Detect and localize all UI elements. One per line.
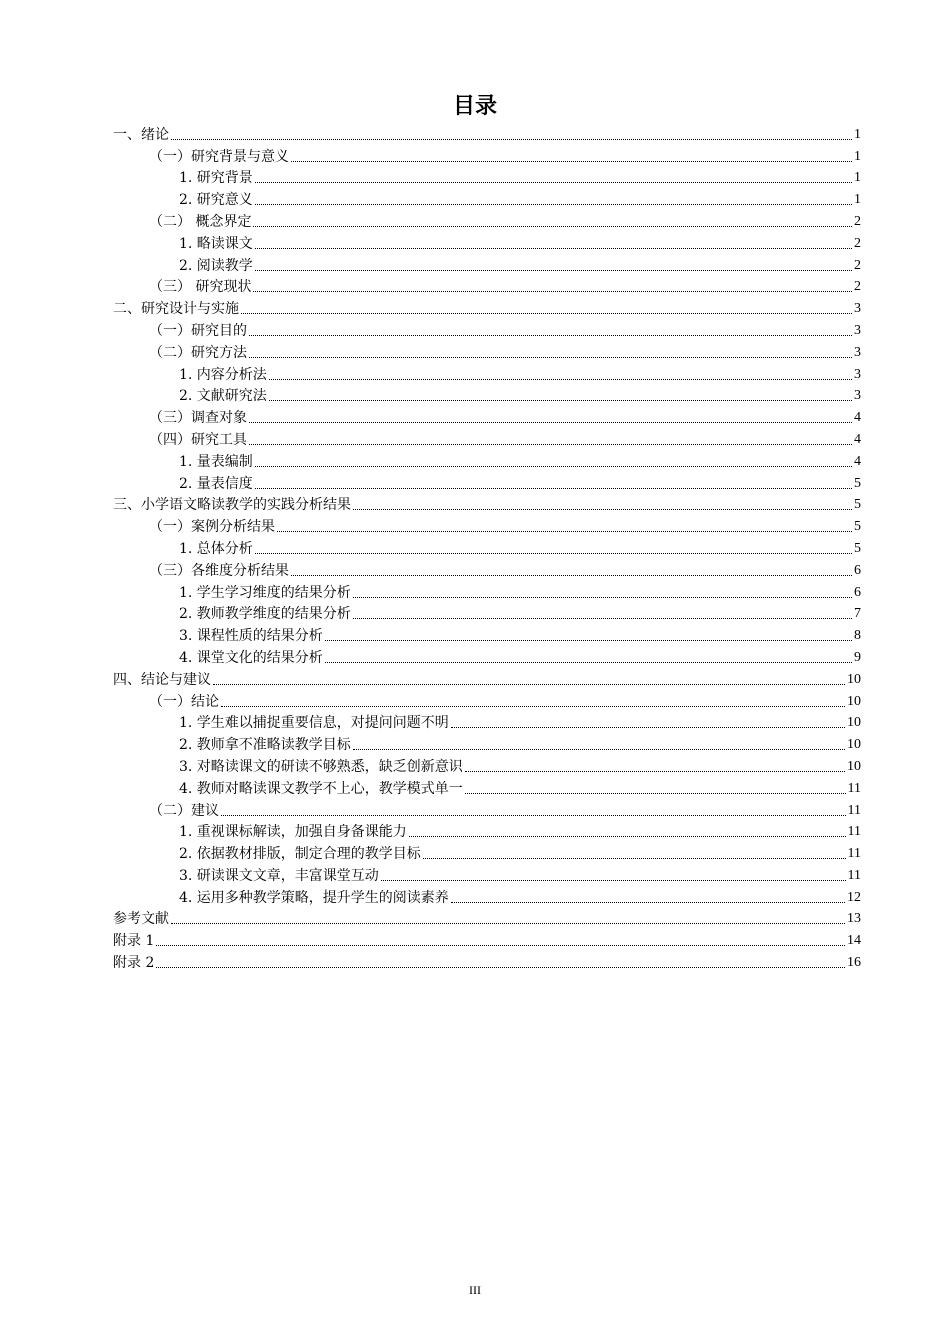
toc-entry-label: 附录 1 (113, 933, 155, 950)
dot-leader (353, 749, 845, 750)
toc-entry-page: 11 (847, 867, 861, 883)
dot-leader (451, 902, 845, 903)
dot-leader (451, 727, 845, 728)
toc-entry[interactable] (113, 667, 861, 689)
toc-entry[interactable] (113, 754, 861, 776)
toc-entry[interactable] (113, 493, 861, 515)
dot-leader (291, 161, 852, 162)
toc-title: 目录 (452, 94, 497, 119)
toc-entry-label: （二）研究方法 (149, 344, 247, 361)
toc-entry-page: 11 (847, 802, 861, 818)
toc-entry-page: 11 (847, 846, 861, 862)
dot-leader (409, 836, 846, 837)
toc-entry-page: 3 (854, 344, 861, 360)
dot-leader (171, 139, 852, 140)
table-of-contents (113, 122, 861, 972)
page-number: III (469, 1283, 481, 1297)
toc-entry[interactable] (113, 580, 861, 602)
toc-entry-page: 2 (854, 235, 861, 251)
toc-entry-page: 2 (854, 279, 861, 295)
dot-leader (171, 923, 845, 924)
toc-entry[interactable] (113, 711, 861, 733)
dot-leader (353, 509, 852, 510)
dot-leader (255, 466, 852, 467)
toc-entry-label: （三） 研究现状 (149, 279, 252, 296)
dot-leader (253, 291, 852, 292)
toc-entry[interactable] (113, 928, 861, 950)
dot-leader (255, 270, 852, 271)
dot-leader (353, 597, 852, 598)
toc-entry-page: 5 (854, 519, 861, 535)
toc-entry-page: 4 (854, 431, 861, 447)
dot-leader (423, 858, 846, 859)
toc-entry-page: 8 (854, 628, 861, 644)
toc-entry[interactable] (113, 514, 861, 536)
toc-entry-page: 3 (854, 322, 861, 338)
toc-entry-page: 6 (854, 584, 861, 600)
toc-entry-page: 5 (854, 497, 861, 513)
toc-entry[interactable] (113, 471, 861, 493)
toc-entry-label: 1. 研究背景 (179, 170, 253, 187)
toc-entry-page: 16 (847, 955, 861, 971)
toc-entry[interactable] (113, 536, 861, 558)
toc-entry-page: 1 (854, 148, 861, 164)
dot-leader (255, 182, 852, 183)
toc-entry-page: 11 (847, 780, 861, 796)
dot-leader (221, 706, 845, 707)
toc-entry[interactable] (113, 907, 861, 929)
toc-entry-page: 5 (854, 475, 861, 491)
dot-leader (241, 313, 852, 314)
dot-leader (291, 575, 852, 576)
toc-entry-page: 6 (854, 562, 861, 578)
toc-entry-page: 10 (847, 671, 861, 687)
toc-entry[interactable] (113, 689, 861, 711)
toc-entry[interactable] (113, 318, 861, 340)
toc-entry[interactable] (113, 231, 861, 253)
dot-leader (249, 444, 852, 445)
dot-leader (221, 815, 846, 816)
toc-entry-page: 9 (854, 649, 861, 665)
toc-entry-label: 4. 教师对略读课文教学不上心，教学模式单一 (179, 780, 463, 797)
toc-entry[interactable] (113, 623, 861, 645)
toc-entry-page: 1 (854, 170, 861, 186)
toc-entry-page: 13 (847, 911, 861, 927)
toc-entry[interactable] (113, 209, 861, 231)
toc-entry-label: （一）结论 (149, 693, 219, 710)
dot-leader (269, 379, 852, 380)
toc-entry-label: 4. 课堂文化的结果分析 (179, 649, 323, 666)
dot-leader (249, 422, 852, 423)
toc-entry[interactable] (113, 122, 861, 144)
toc-entry-page: 3 (854, 366, 861, 382)
toc-entry-page: 2 (854, 213, 861, 229)
toc-entry[interactable] (113, 187, 861, 209)
toc-entry-page: 4 (854, 453, 861, 469)
toc-entry[interactable] (113, 296, 861, 318)
toc-entry-label: 1. 量表编制 (179, 453, 253, 470)
toc-entry[interactable] (113, 340, 861, 362)
toc-entry-page: 3 (854, 301, 861, 317)
toc-entry-page: 1 (854, 126, 861, 142)
dot-leader (381, 880, 846, 881)
toc-entry[interactable] (113, 841, 861, 863)
toc-entry-label: 2. 教师教学维度的结果分析 (179, 606, 351, 623)
toc-entry[interactable] (113, 449, 861, 471)
toc-entry-page: 1 (854, 192, 861, 208)
toc-entry-label: 三、小学语文略读教学的实践分析结果 (113, 497, 351, 514)
toc-entry[interactable] (113, 144, 861, 166)
toc-entry-page: 11 (847, 824, 861, 840)
toc-entry-label: 3. 研读课文文章，丰富课堂互动 (179, 867, 379, 884)
toc-entry-label: 附录 2 (113, 955, 155, 972)
toc-entry-label: 2. 阅读教学 (179, 257, 253, 274)
toc-entry-page: 10 (847, 715, 861, 731)
toc-entry[interactable] (113, 776, 861, 798)
dot-leader (156, 945, 845, 946)
toc-entry-label: 1. 内容分析法 (179, 366, 267, 383)
toc-entry-label: 1. 学生学习维度的结果分析 (179, 584, 351, 601)
dot-leader (255, 248, 852, 249)
toc-entry-page: 10 (847, 693, 861, 709)
toc-entry-label: 1. 学生难以捕捉重要信息，对提问问题不明 (179, 715, 449, 732)
toc-entry[interactable] (113, 950, 861, 972)
dot-leader (277, 531, 852, 532)
toc-entry-label: 2. 教师拿不准略读教学目标 (179, 737, 351, 754)
dot-leader (255, 553, 852, 554)
toc-entry-page: 4 (854, 410, 861, 426)
toc-entry[interactable] (113, 166, 861, 188)
dot-leader (249, 357, 852, 358)
dot-leader (325, 640, 852, 641)
dot-leader (353, 618, 852, 619)
toc-entry-page: 10 (847, 758, 861, 774)
toc-entry-label: 参考文献 (113, 911, 169, 928)
dot-leader (465, 771, 845, 772)
toc-entry[interactable] (113, 275, 861, 297)
toc-entry[interactable] (113, 558, 861, 580)
toc-entry-label: 四、结论与建议 (113, 671, 211, 688)
dot-leader (156, 967, 845, 968)
dot-leader (253, 226, 852, 227)
toc-entry-label: （四）研究工具 (149, 431, 247, 448)
toc-entry-label: 2. 文献研究法 (179, 388, 267, 405)
dot-leader (325, 662, 852, 663)
toc-entry-label: （二）建议 (149, 802, 219, 819)
dot-leader (249, 335, 852, 336)
toc-entry[interactable] (113, 362, 861, 384)
dot-leader (465, 793, 846, 794)
toc-entry-label: 3. 对略读课文的研读不够熟悉，缺乏创新意识 (179, 758, 463, 775)
toc-entry-page: 2 (854, 257, 861, 273)
toc-entry-label: （三）调查对象 (149, 410, 247, 427)
toc-entry[interactable] (113, 820, 861, 842)
toc-entry-page: 3 (854, 388, 861, 404)
toc-entry[interactable] (113, 645, 861, 667)
toc-entry-label: （二） 概念界定 (149, 213, 252, 230)
toc-entry-page: 12 (847, 889, 861, 905)
dot-leader (269, 400, 852, 401)
toc-entry[interactable] (113, 427, 861, 449)
toc-entry-label: 2. 研究意义 (179, 192, 253, 209)
toc-entry[interactable] (113, 732, 861, 754)
toc-entry-label: 2. 量表信度 (179, 475, 253, 492)
toc-entry-label: 二、研究设计与实施 (113, 301, 239, 318)
toc-entry-label: 4. 运用多种教学策略，提升学生的阅读素养 (179, 889, 449, 906)
toc-entry[interactable] (113, 253, 861, 275)
toc-entry[interactable] (113, 384, 861, 406)
toc-entry-label: （一）研究背景与意义 (149, 148, 289, 165)
toc-entry-label: 2. 依据教材排版，制定合理的教学目标 (179, 846, 421, 863)
toc-entry[interactable] (113, 863, 861, 885)
toc-entry[interactable] (113, 885, 861, 907)
toc-entry-label: 1. 略读课文 (179, 235, 253, 252)
dot-leader (213, 684, 845, 685)
toc-entry-label: 1. 重视课标解读，加强自身备课能力 (179, 824, 407, 841)
toc-entry-label: （一）研究目的 (149, 322, 247, 339)
toc-entry-page: 10 (847, 737, 861, 753)
toc-entry-page: 5 (854, 540, 861, 556)
toc-entry-page: 7 (854, 606, 861, 622)
toc-entry[interactable] (113, 602, 861, 624)
toc-entry-label: 一、绪论 (113, 126, 169, 143)
dot-leader (255, 488, 852, 489)
toc-entry-label: 3. 课程性质的结果分析 (179, 628, 323, 645)
toc-entry[interactable] (113, 798, 861, 820)
toc-entry-page: 14 (847, 933, 861, 949)
toc-entry-label: 1. 总体分析 (179, 540, 253, 557)
toc-entry[interactable] (113, 405, 861, 427)
toc-entry-label: （三）各维度分析结果 (149, 562, 289, 579)
toc-entry-label: （一）案例分析结果 (149, 519, 275, 536)
dot-leader (255, 204, 852, 205)
